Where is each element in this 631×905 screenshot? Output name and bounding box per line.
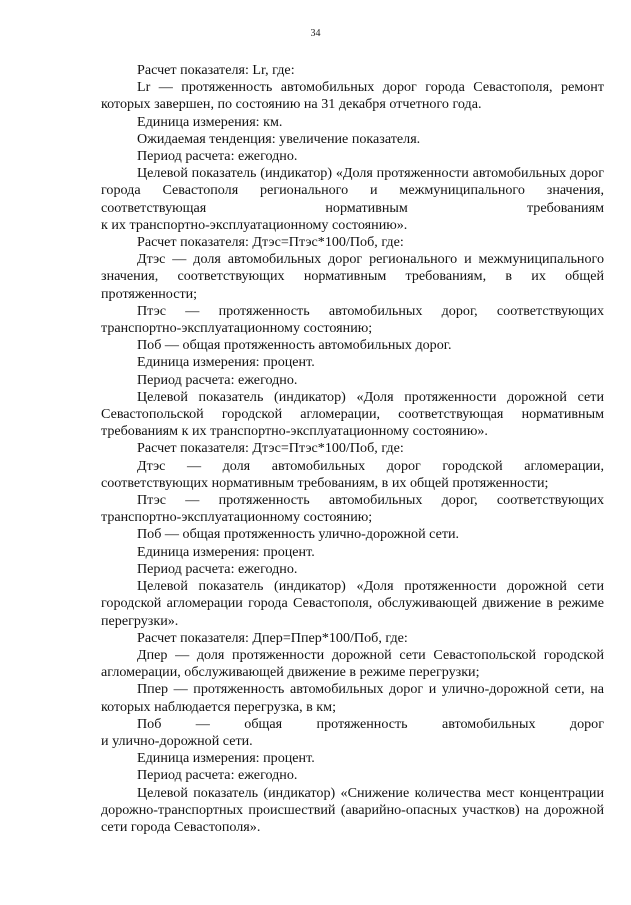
paragraph: Птэс — протяженность автомобильных дорог, соответствующих транспортно-эксплуатационному состоянию;: [101, 302, 604, 337]
paragraph: Дтэс — доля автомобильных дорог городской агломерации, соответствующих нормативным требованиям, в их общей протяженности;: [101, 457, 604, 491]
paragraph: Поб — общая протяженность улично-дорожной сети.: [137, 526, 460, 543]
paragraph: Ожидаемая тенденция: увеличение показателя.: [137, 130, 421, 147]
paragraph: Период расчета: ежегодно.: [137, 560, 298, 577]
paragraph: Ппер — протяженность автомобильных дорог и улично-дорожной сети, на которых наблюдается перегрузка, в км;: [101, 681, 604, 715]
paragraph: Расчет показателя: Lr, где:: [137, 62, 295, 78]
paragraph: Поб — общая протяженность автомобильных дорог: [137, 715, 604, 732]
paragraph: Единица измерения: процент.: [137, 750, 315, 767]
paragraph: Целевой показатель (индикатор) «Доля протяженности дорожной сети городской агломерации города Севастополя, обслуживающей движение в режиме перегрузки».: [101, 578, 604, 629]
document-body: [101, 62, 604, 836]
paragraph: Целевой показатель (индикатор) «Снижение количества мест концентрации дорожно-транспортных происшествий (аварийно-опасных участков) на дорожной сети города Севастополя».: [101, 784, 604, 835]
paragraph: Птэс — протяженность автомобильных дорог, соответствующих транспортно-эксплуатационному состоянию;: [101, 492, 604, 526]
paragraph: Период расчета: ежегодно.: [137, 148, 298, 165]
paragraph: Поб — общая протяженность автомобильных дорог.: [137, 337, 452, 354]
paragraph: Расчет показателя: Дпер=Ппер*100/Поб, где:: [137, 629, 408, 646]
paragraph: к их транспортно-эксплуатационному состоянию».: [101, 216, 408, 233]
paragraph: Расчет показателя: Дтэс=Птэс*100/Поб, где:: [137, 234, 404, 251]
paragraph: Lr — протяженность автомобильных дорог города Севастополя, ремонт которых завершен, по состоянию на 31 декабря отчетного года.: [101, 79, 604, 113]
paragraph: Единица измерения: процент.: [137, 543, 315, 560]
paragraph: Период расчета: ежегодно.: [137, 767, 298, 784]
paragraph: Единица измерения: км.: [137, 113, 283, 130]
paragraph: Целевой показатель (индикатор) «Доля протяженности дорожной сети Севастопольской городской агломерации, соответствующая нормативным требованиям к их транспортно-эксплуатационному состоянию».: [101, 388, 604, 440]
paragraph: Единица измерения: процент.: [137, 354, 315, 371]
paragraph: Период расчета: ежегодно.: [137, 371, 298, 388]
paragraph: Дпер — доля протяженности дорожной сети Севастопольской городской агломерации, обслуживающей движение в режиме перегрузки;: [101, 646, 604, 681]
paragraph: Целевой показатель (индикатор) «Доля протяженности автомобильных дорог города Севастополя регионального и межмуниципального значения, соответствующая нормативным требованиям: [101, 165, 604, 216]
paragraph: и улично-дорожной сети.: [101, 732, 253, 749]
page-number: 34: [310, 28, 321, 39]
paragraph: Дтэс — доля автомобильных дорог регионального и межмуниципального значения, соответствующих нормативным требованиям, в их общей протяженности;: [101, 251, 604, 302]
paragraph: Расчет показателя: Дтэс=Птэс*100/Поб, где:: [137, 440, 404, 457]
